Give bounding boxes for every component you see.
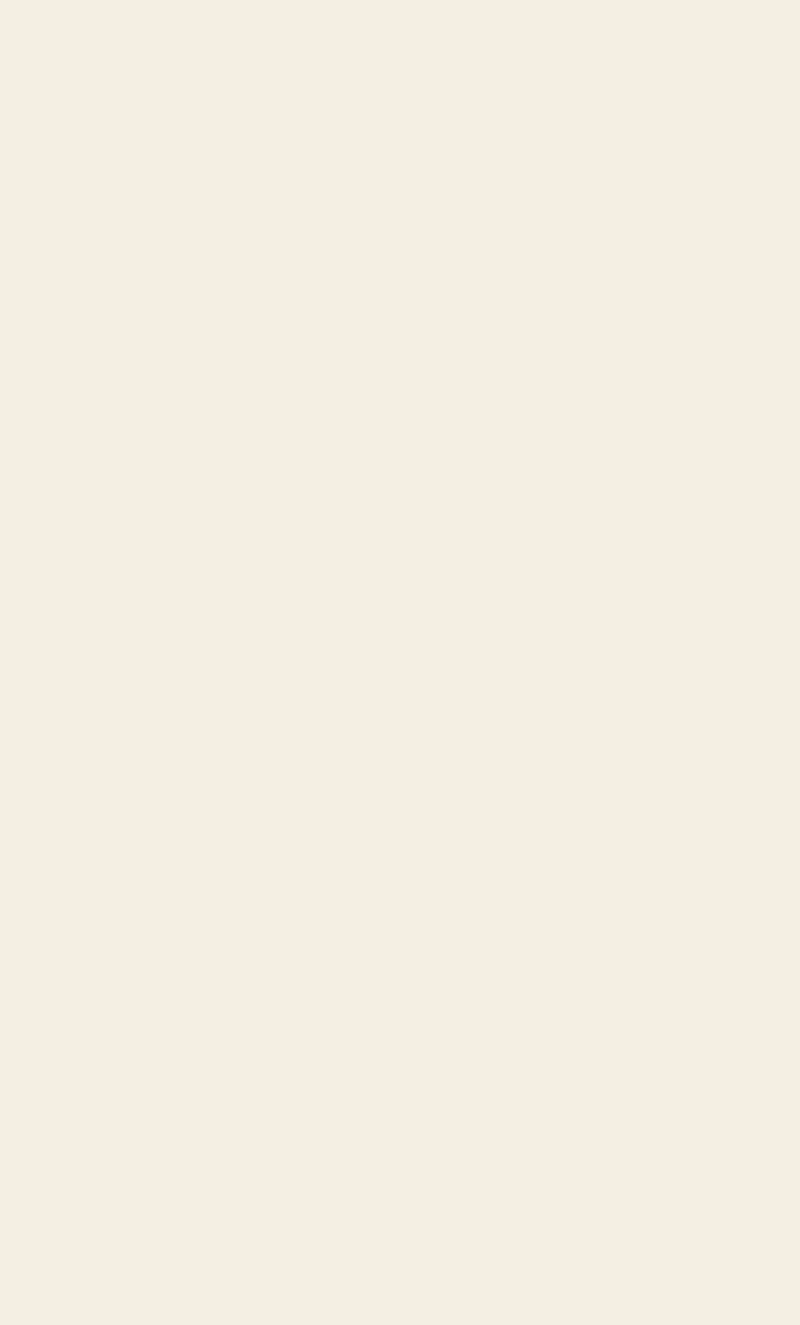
text-column <box>182 96 782 250</box>
dateline <box>182 188 782 250</box>
signature <box>182 96 782 136</box>
section-number <box>182 136 782 188</box>
